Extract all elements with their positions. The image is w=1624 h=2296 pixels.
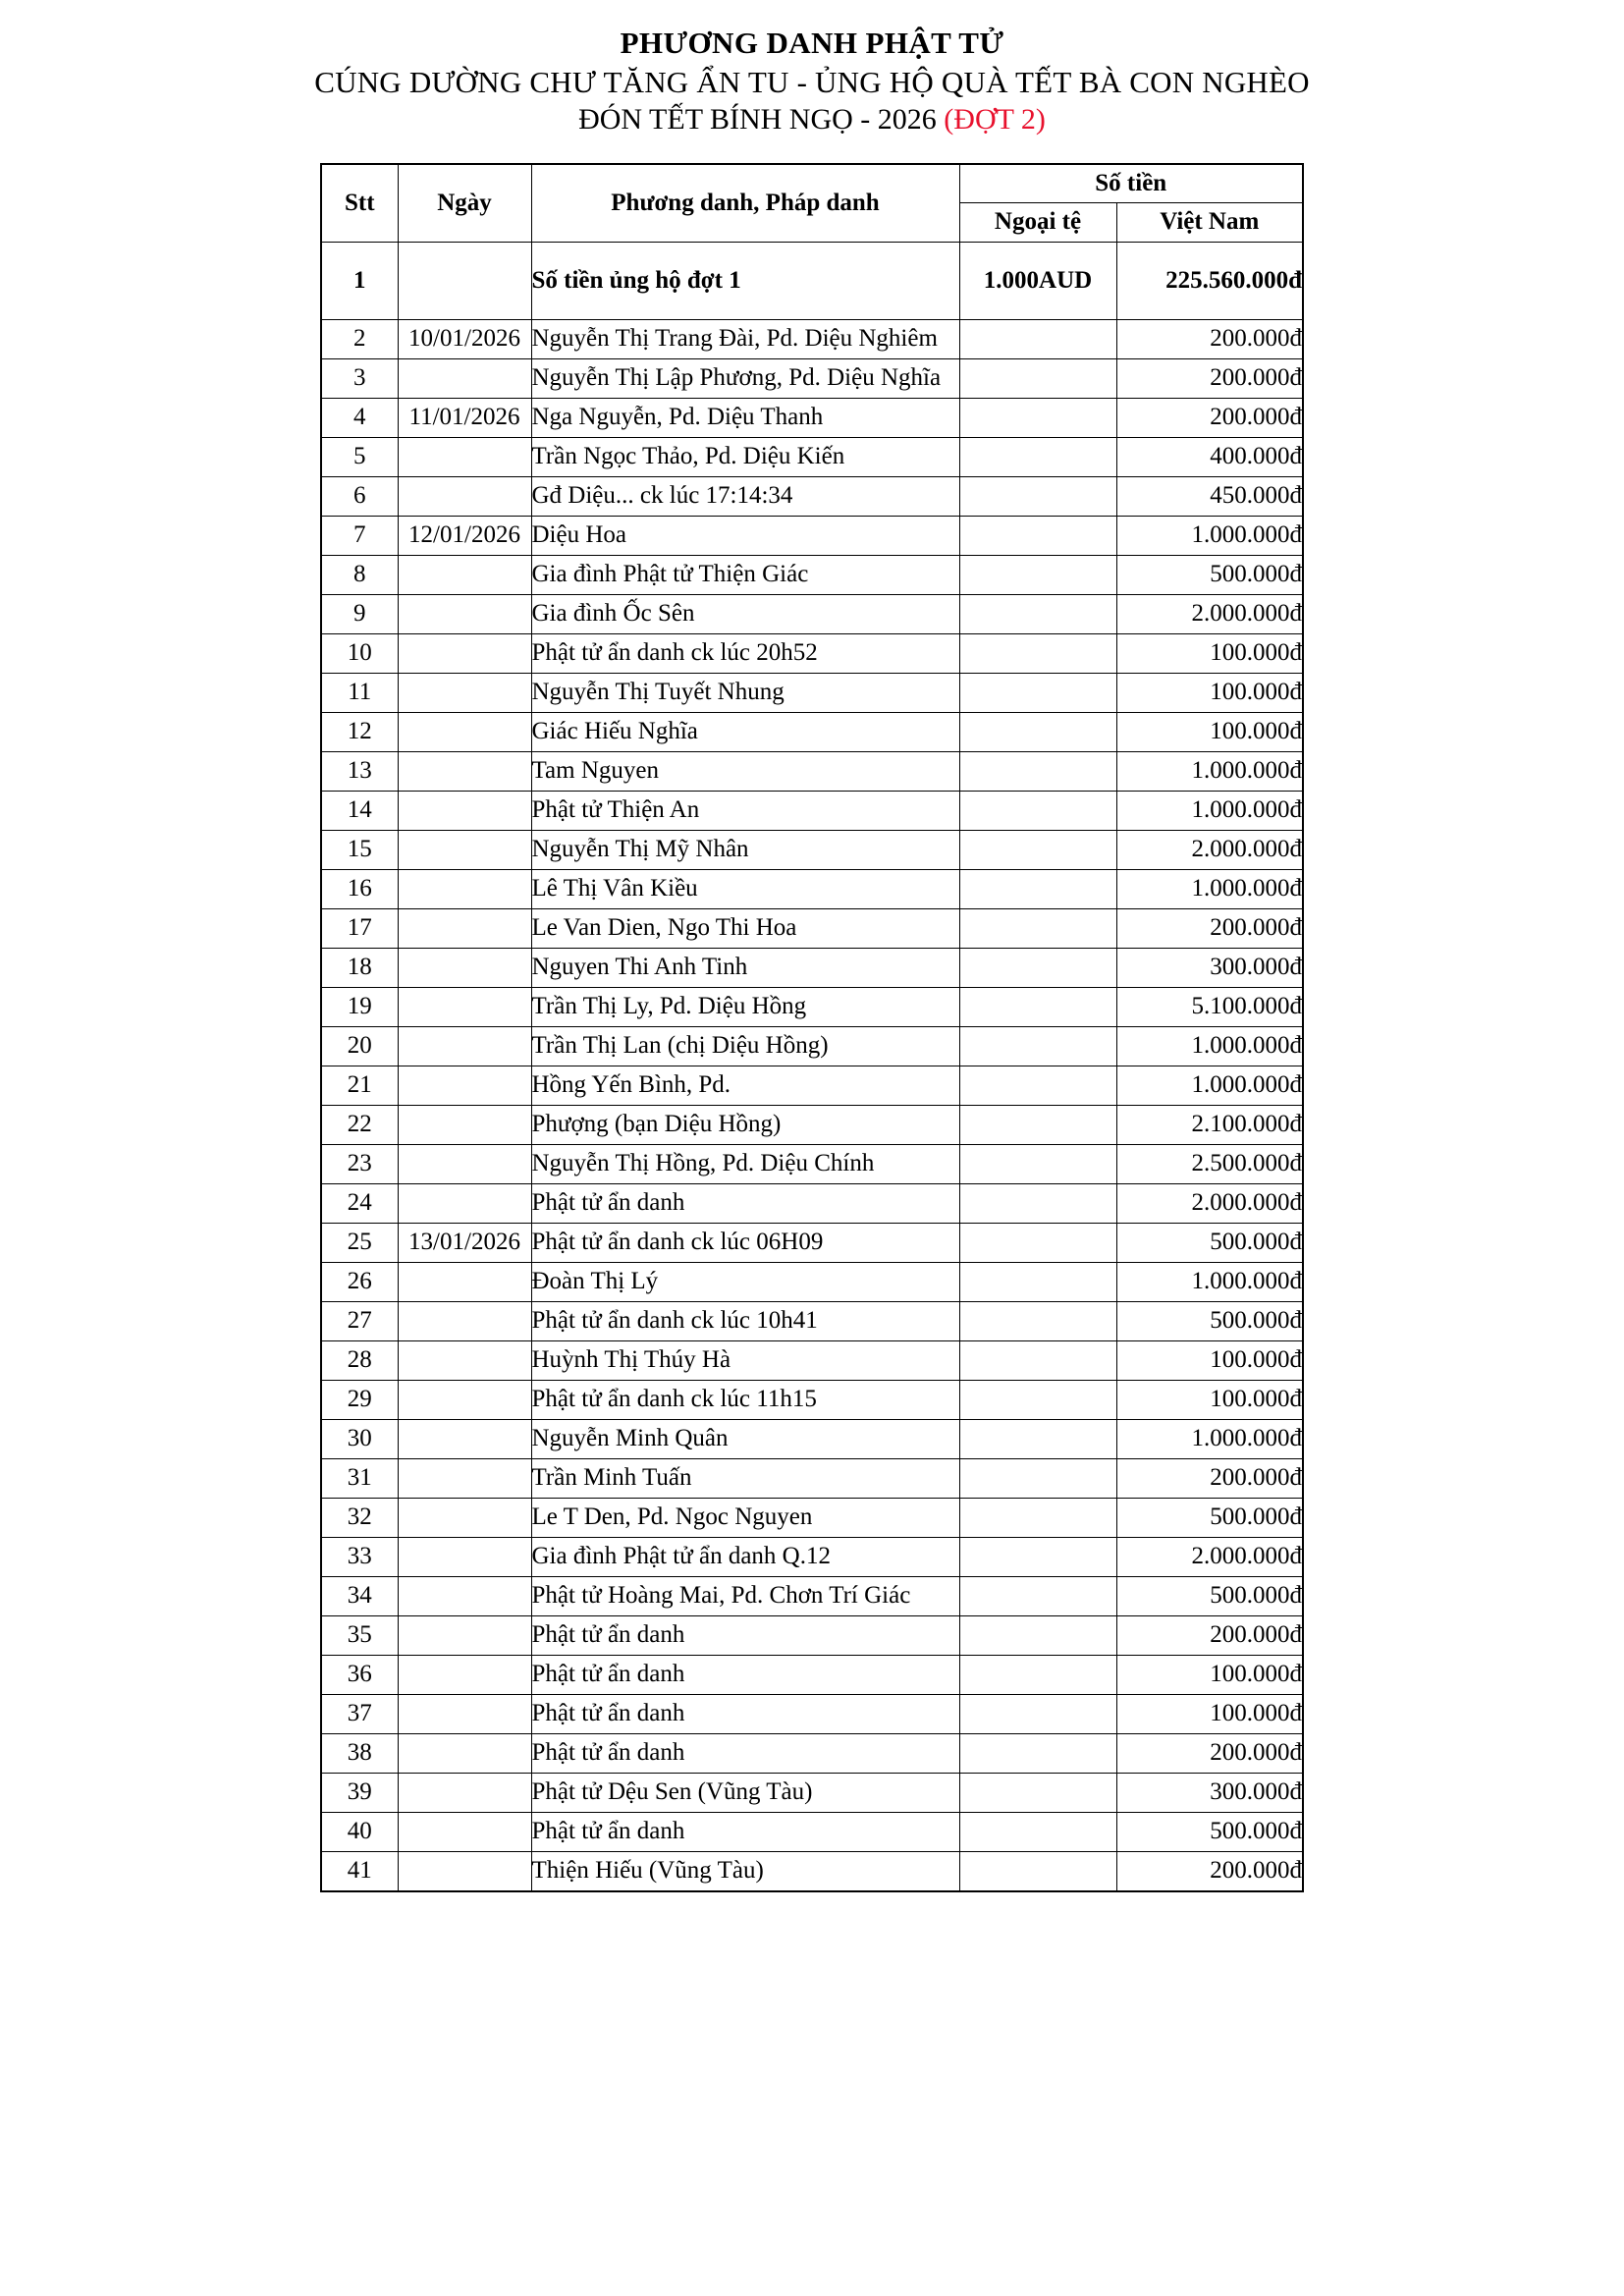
cell-name: Phật tử ẩn danh [531,1812,959,1851]
cell-amount-fx [959,751,1116,791]
document-header [61,26,1563,137]
cell-amount-fx [959,1812,1116,1851]
cell-amount-vnd: 200.000đ [1116,1851,1303,1891]
cell-stt: 8 [321,555,398,594]
cell-stt: 5 [321,437,398,476]
table-row [321,1223,1303,1262]
cell-stt: 19 [321,987,398,1026]
cell-name: Trần Minh Tuấn [531,1458,959,1498]
cell-amount-vnd: 100.000đ [1116,1380,1303,1419]
cell-amount-fx [959,1380,1116,1419]
table-row [321,555,1303,594]
cell-amount-vnd: 225.560.000đ [1116,242,1303,319]
cell-amount-fx [959,1301,1116,1340]
cell-amount-fx [959,1026,1116,1066]
cell-date [398,1537,531,1576]
cell-amount-fx [959,1066,1116,1105]
cell-stt: 18 [321,948,398,987]
table-row [321,1262,1303,1301]
cell-name: Nguyễn Thị Lập Phương, Pd. Diệu Nghĩa [531,358,959,398]
phase-badge: (ĐỢT 2) [944,103,1046,137]
cell-amount-vnd: 450.000đ [1116,476,1303,516]
table-row [321,1105,1303,1144]
cell-name: Phật tử Thiện An [531,791,959,830]
cell-name: Gia đình Phật tử ẩn danh Q.12 [531,1537,959,1576]
cell-date: 10/01/2026 [398,319,531,358]
cell-amount-vnd: 200.000đ [1116,358,1303,398]
cell-name: Gđ Diệu... ck lúc 17:14:34 [531,476,959,516]
cell-amount-vnd: 200.000đ [1116,319,1303,358]
table-row [321,908,1303,948]
cell-amount-vnd: 200.000đ [1116,1615,1303,1655]
cell-stt: 15 [321,830,398,869]
cell-amount-vnd: 500.000đ [1116,1576,1303,1615]
cell-amount-vnd: 2.000.000đ [1116,1537,1303,1576]
cell-amount-vnd: 500.000đ [1116,555,1303,594]
table-header-row-1 [321,164,1303,203]
cell-date [398,948,531,987]
cell-amount-fx [959,633,1116,673]
cell-name: Phật tử ẩn danh [531,1733,959,1773]
table-row [321,1458,1303,1498]
cell-name: Nguyễn Thị Mỹ Nhân [531,830,959,869]
cell-amount-vnd: 100.000đ [1116,673,1303,712]
cell-stt: 41 [321,1851,398,1891]
table-row [321,948,1303,987]
cell-name: Phật tử ẩn danh ck lúc 20h52 [531,633,959,673]
table-row [321,398,1303,437]
cell-amount-vnd: 100.000đ [1116,1655,1303,1694]
cell-stt: 22 [321,1105,398,1144]
cell-amount-vnd: 200.000đ [1116,1458,1303,1498]
cell-stt: 3 [321,358,398,398]
cell-amount-vnd: 1.000.000đ [1116,1262,1303,1301]
cell-name: Trần Ngọc Thảo, Pd. Diệu Kiến [531,437,959,476]
cell-date [398,1144,531,1183]
cell-amount-fx [959,1105,1116,1144]
table-row [321,1419,1303,1458]
cell-amount-vnd: 200.000đ [1116,398,1303,437]
cell-amount-fx [959,1262,1116,1301]
cell-amount-vnd: 100.000đ [1116,1694,1303,1733]
page-subtitle-secondary [61,102,1563,137]
table-row [321,1773,1303,1812]
table-row [321,437,1303,476]
cell-date [398,869,531,908]
cell-name: Phật tử ẩn danh [531,1615,959,1655]
cell-name: Diệu Hoa [531,516,959,555]
cell-date [398,242,531,319]
cell-amount-fx [959,1537,1116,1576]
cell-amount-vnd: 100.000đ [1116,1340,1303,1380]
cell-amount-fx [959,594,1116,633]
cell-stt: 37 [321,1694,398,1733]
cell-name: Gia đình Ốc Sên [531,594,959,633]
table-row [321,830,1303,869]
cell-amount-fx [959,712,1116,751]
cell-date [398,1419,531,1458]
cell-date [398,1458,531,1498]
table-row [321,1733,1303,1773]
cell-amount-vnd: 500.000đ [1116,1223,1303,1262]
cell-name: Phật tử ẩn danh [531,1183,959,1223]
cell-amount-fx [959,908,1116,948]
cell-stt: 11 [321,673,398,712]
table-row [321,712,1303,751]
cell-stt: 31 [321,1458,398,1498]
cell-stt: 10 [321,633,398,673]
cell-amount-fx [959,1458,1116,1498]
cell-stt: 14 [321,791,398,830]
cell-amount-vnd: 1.000.000đ [1116,516,1303,555]
cell-date [398,437,531,476]
cell-date [398,1655,531,1694]
cell-date [398,1105,531,1144]
cell-stt: 12 [321,712,398,751]
cell-amount-fx [959,1144,1116,1183]
cell-date [398,1812,531,1851]
cell-name: Đoàn Thị Lý [531,1262,959,1301]
cell-name: Phật tử Dệu Sen (Vũng Tàu) [531,1773,959,1812]
cell-date [398,751,531,791]
cell-stt: 7 [321,516,398,555]
cell-name: Lê Thị Vân Kiều [531,869,959,908]
cell-amount-fx [959,1576,1116,1615]
cell-amount-fx [959,673,1116,712]
cell-name: Trần Thị Ly, Pd. Diệu Hồng [531,987,959,1026]
cell-stt: 21 [321,1066,398,1105]
table-header [321,164,1303,243]
cell-date [398,476,531,516]
cell-stt: 27 [321,1301,398,1340]
table-row [321,1301,1303,1340]
cell-date [398,791,531,830]
table-row [321,1144,1303,1183]
cell-amount-vnd: 300.000đ [1116,948,1303,987]
cell-stt: 6 [321,476,398,516]
cell-date [398,1262,531,1301]
cell-date [398,1498,531,1537]
cell-date: 11/01/2026 [398,398,531,437]
table-row [321,1576,1303,1615]
cell-amount-vnd: 1.000.000đ [1116,1026,1303,1066]
cell-stt: 17 [321,908,398,948]
cell-date [398,1615,531,1655]
cell-stt: 33 [321,1537,398,1576]
cell-amount-fx [959,476,1116,516]
table-row [321,869,1303,908]
cell-amount-fx [959,555,1116,594]
cell-date [398,1380,531,1419]
cell-date [398,1340,531,1380]
cell-date [398,830,531,869]
cell-amount-fx [959,948,1116,987]
cell-date [398,594,531,633]
cell-amount-fx [959,1733,1116,1773]
cell-stt: 16 [321,869,398,908]
cell-stt: 24 [321,1183,398,1223]
cell-amount-fx [959,869,1116,908]
cell-date [398,1026,531,1066]
table-body [321,242,1303,1891]
cell-stt: 25 [321,1223,398,1262]
table-row [321,1851,1303,1891]
cell-date [398,908,531,948]
cell-amount-vnd: 1.000.000đ [1116,791,1303,830]
cell-date [398,1183,531,1223]
table-row [321,673,1303,712]
cell-name: Phật tử ẩn danh ck lúc 06H09 [531,1223,959,1262]
cell-amount-vnd: 400.000đ [1116,437,1303,476]
cell-date: 13/01/2026 [398,1223,531,1262]
cell-name: Thiện Hiếu (Vũng Tàu) [531,1851,959,1891]
table-row [321,791,1303,830]
cell-amount-vnd: 500.000đ [1116,1301,1303,1340]
cell-amount-fx [959,1615,1116,1655]
cell-stt: 13 [321,751,398,791]
table-row [321,1498,1303,1537]
cell-name: Phật tử ẩn danh ck lúc 11h15 [531,1380,959,1419]
cell-amount-vnd: 500.000đ [1116,1498,1303,1537]
cell-amount-fx [959,1498,1116,1537]
cell-amount-fx [959,437,1116,476]
cell-amount-fx: 1.000AUD [959,242,1116,319]
cell-stt: 28 [321,1340,398,1380]
subtitle-text: ĐÓN TẾT BÍNH NGỌ - 2026 [578,103,945,137]
cell-date [398,712,531,751]
cell-amount-fx [959,1655,1116,1694]
table-row [321,1340,1303,1380]
cell-stt: 4 [321,398,398,437]
cell-stt: 2 [321,319,398,358]
cell-stt: 26 [321,1262,398,1301]
cell-amount-vnd: 300.000đ [1116,1773,1303,1812]
cell-amount-vnd: 1.000.000đ [1116,1066,1303,1105]
cell-name: Số tiền ủng hộ đợt 1 [531,242,959,319]
cell-amount-vnd: 100.000đ [1116,712,1303,751]
table-row [321,751,1303,791]
table-row [321,1655,1303,1694]
cell-amount-fx [959,358,1116,398]
page-subtitle: CÚNG DƯỜNG CHƯ TĂNG ẨN TU - ỦNG HỘ QUÀ TẾT BÀ CON NGHÈO [314,64,1310,99]
cell-amount-vnd: 2.000.000đ [1116,830,1303,869]
cell-amount-vnd: 2.000.000đ [1116,1183,1303,1223]
cell-amount-fx [959,319,1116,358]
column-header-amount-group: Số tiền [959,164,1303,203]
cell-name: Hồng Yến Bình, Pd. [531,1066,959,1105]
cell-name: Nguyễn Thị Trang Đài, Pd. Diệu Nghiêm [531,319,959,358]
table-row [321,633,1303,673]
table-row [321,1615,1303,1655]
cell-name: Phật tử ẩn danh [531,1694,959,1733]
cell-name: Nguyễn Minh Quân [531,1419,959,1458]
cell-date [398,1733,531,1773]
cell-name: Phật tử Hoàng Mai, Pd. Chơn Trí Giác [531,1576,959,1615]
cell-amount-vnd: 1.000.000đ [1116,869,1303,908]
cell-name: Huỳnh Thị Thúy Hà [531,1340,959,1380]
cell-name: Nga Nguyễn, Pd. Diệu Thanh [531,398,959,437]
page-title: PHƯƠNG DANH PHẬT TỬ [620,26,1004,60]
cell-date [398,633,531,673]
table-row [321,1694,1303,1733]
cell-amount-vnd: 2.500.000đ [1116,1144,1303,1183]
cell-amount-fx [959,1694,1116,1733]
cell-name: Nguyễn Thị Tuyết Nhung [531,673,959,712]
cell-name: Nguyen Thi Anh Tinh [531,948,959,987]
column-header-date: Ngày [398,164,531,243]
cell-name: Le Van Dien, Ngo Thi Hoa [531,908,959,948]
table-row [321,358,1303,398]
cell-date [398,673,531,712]
table-row [321,319,1303,358]
cell-stt: 38 [321,1733,398,1773]
table-row [321,1537,1303,1576]
cell-name: Phượng (bạn Diệu Hồng) [531,1105,959,1144]
cell-stt: 1 [321,242,398,319]
table-row [321,476,1303,516]
cell-date [398,358,531,398]
table-row [321,594,1303,633]
cell-name: Le T Den, Pd. Ngoc Nguyen [531,1498,959,1537]
cell-amount-fx [959,830,1116,869]
cell-date [398,555,531,594]
cell-amount-fx [959,398,1116,437]
cell-amount-fx [959,1419,1116,1458]
cell-stt: 20 [321,1026,398,1066]
cell-stt: 30 [321,1419,398,1458]
cell-date [398,1066,531,1105]
column-header-amount-vnd: Việt Nam [1116,203,1303,243]
cell-stt: 40 [321,1812,398,1851]
donations-table-wrapper [61,163,1563,1892]
cell-stt: 36 [321,1655,398,1694]
cell-name: Phật tử ẩn danh [531,1655,959,1694]
cell-name: Trần Thị Lan (chị Diệu Hồng) [531,1026,959,1066]
cell-amount-vnd: 200.000đ [1116,1733,1303,1773]
cell-stt: 35 [321,1615,398,1655]
cell-stt: 34 [321,1576,398,1615]
cell-amount-fx [959,1851,1116,1891]
cell-amount-vnd: 2.100.000đ [1116,1105,1303,1144]
cell-amount-vnd: 1.000.000đ [1116,1419,1303,1458]
cell-date [398,1773,531,1812]
cell-amount-fx [959,516,1116,555]
cell-stt: 32 [321,1498,398,1537]
cell-amount-vnd: 1.000.000đ [1116,751,1303,791]
table-row [321,1066,1303,1105]
cell-amount-vnd: 100.000đ [1116,633,1303,673]
cell-date [398,987,531,1026]
cell-amount-fx [959,987,1116,1026]
cell-name: Tam Nguyen [531,751,959,791]
cell-amount-vnd: 5.100.000đ [1116,987,1303,1026]
cell-date [398,1851,531,1891]
cell-name: Nguyễn Thị Hồng, Pd. Diệu Chính [531,1144,959,1183]
column-header-amount-fx: Ngoại tệ [959,203,1116,243]
table-row [321,1812,1303,1851]
cell-amount-fx [959,791,1116,830]
column-header-name: Phương danh, Pháp danh [531,164,959,243]
cell-date: 12/01/2026 [398,516,531,555]
table-row [321,516,1303,555]
cell-amount-fx [959,1340,1116,1380]
cell-amount-fx [959,1183,1116,1223]
cell-date [398,1576,531,1615]
cell-name: Gia đình Phật tử Thiện Giác [531,555,959,594]
cell-amount-vnd: 500.000đ [1116,1812,1303,1851]
table-row [321,1380,1303,1419]
cell-amount-fx [959,1773,1116,1812]
cell-amount-vnd: 200.000đ [1116,908,1303,948]
cell-amount-vnd: 2.000.000đ [1116,594,1303,633]
column-header-stt: Stt [321,164,398,243]
table-row [321,242,1303,319]
table-row [321,987,1303,1026]
cell-amount-fx [959,1223,1116,1262]
cell-stt: 9 [321,594,398,633]
donations-table [320,163,1304,1892]
cell-stt: 39 [321,1773,398,1812]
table-row [321,1026,1303,1066]
table-row [321,1183,1303,1223]
cell-name: Phật tử ẩn danh ck lúc 10h41 [531,1301,959,1340]
cell-stt: 29 [321,1380,398,1419]
cell-date [398,1301,531,1340]
cell-date [398,1694,531,1733]
cell-stt: 23 [321,1144,398,1183]
cell-name: Giác Hiếu Nghĩa [531,712,959,751]
